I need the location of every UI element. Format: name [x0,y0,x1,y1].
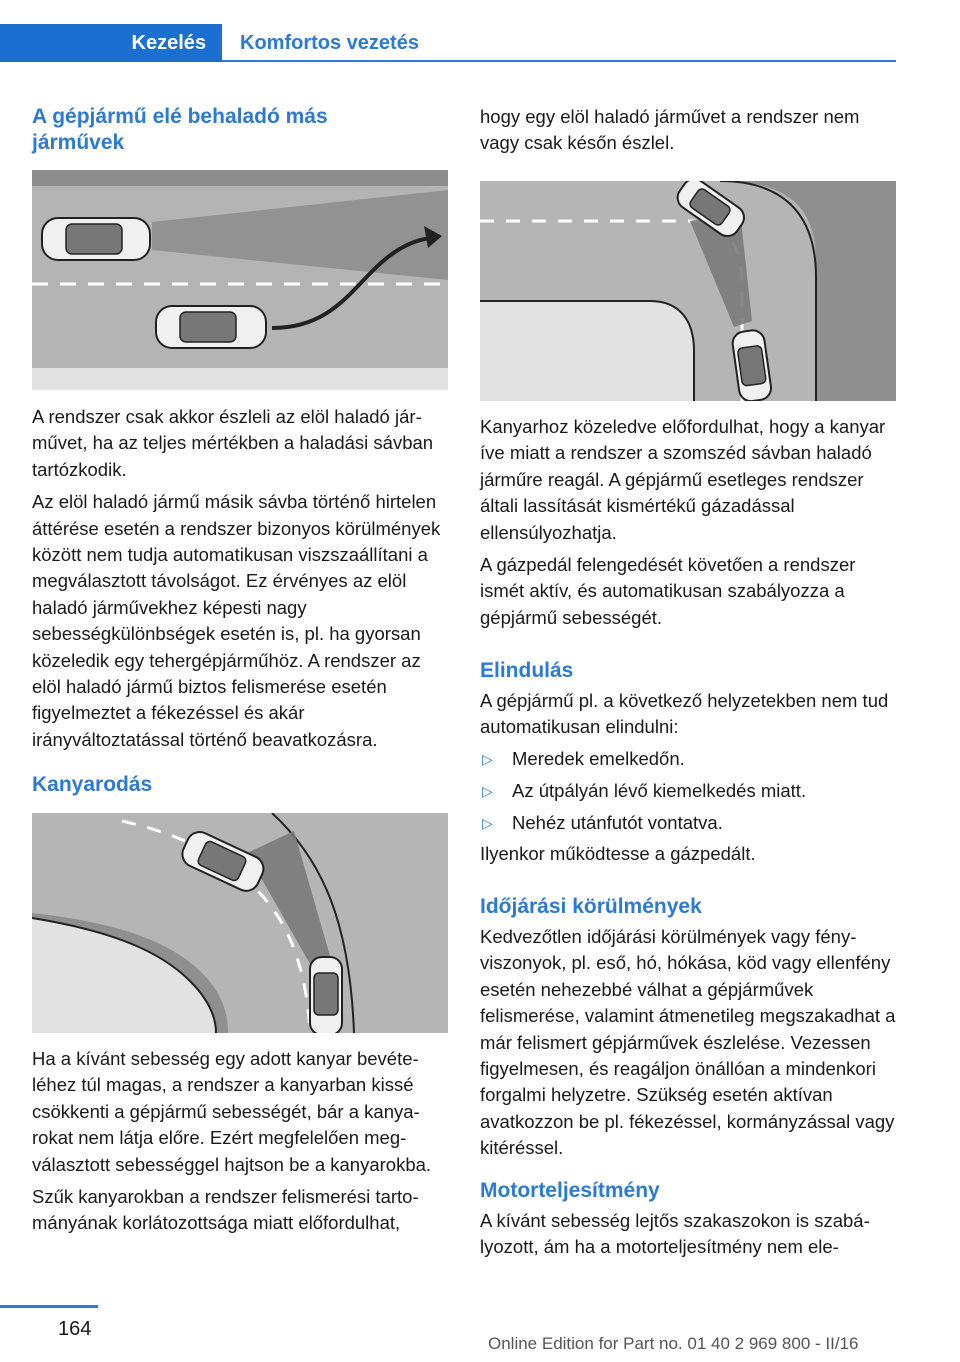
car-icon [42,218,150,260]
section-title: Komfortos vezetés [240,31,419,54]
paragraph: A gázpedál felengedését követően a rendszer ismét aktív, és automatikusan szabályozza a gépjármű sebességét. [480,554,856,628]
heading-cut-in-vehicles: A gépjármű elé behaladó más járművek [32,105,328,154]
paragraph: hogy egy elöl haladó járművet a rendszer nem vagy csak későn észlel. [480,106,860,154]
paragraph: A kívánt sebesség lejtős szakaszokon is szabályozott, ám ha a motorteljesítmény nem ele- [480,1210,870,1258]
figure-cornering [32,813,448,1033]
triangle-bullet-icon: ▷ [482,750,493,767]
chapter-tab: Kezelés [0,24,222,62]
figure-cut-in [32,170,448,390]
page-number-rule [0,1305,98,1308]
paragraph: Ha a kívánt sebesség egy adott kanyar bevételéhez túl magas, a rendszer a kanyarban kissé csökkenti a gépjármű sebességét, bár a kanyarokat nem látja előre. Ezért megfelelően megválasztott sebességgel hajtson be a kanyarokba. [32,1048,432,1175]
car-icon [310,957,342,1033]
edition-note: Online Edition for Part no. 01 40 2 969 800 - II/16 [488,1334,859,1353]
list-item: ▷ Meredek emelkedőn. [480,743,896,775]
triangle-bullet-icon: ▷ [482,782,493,799]
list-item: ▷ Az útpályán lévő kiemelkedés miatt. [480,775,896,807]
car-icon [156,306,266,348]
heading-cornering: Kanyarodás [32,773,153,796]
paragraph: Az elöl haladó jármű másik sávba történő hirtelen áttérése esetén a rendszer bizonyos körülmények között nem tudja automatikusan viszszaállítani a megválasztott távolságot. Ez érvényes az elöl haladó járművekhez képesti nagy sebességkülönbségek esetén is, pl. ha gyorsan közeledik egy tehergépjárműhöz. A rendszer az elöl haladó jármű biztos felismerése esetén figyelmeztet a fékezéssel és akár irányváltoztatással történő beavatkozásra. [32,491,441,750]
heading-engine-power: Motorteljesítmény [480,1179,660,1202]
page-number: 164 [58,1318,92,1340]
page-header [0,0,960,66]
paragraph: Kedvezőtlen időjárási körülmények vagy fényviszonyok, pl. eső, hó, hókása, köd vagy ellenfény esetén nehezebbé válhat a gépjárművek felismerése, valamint átmenetileg megszakadhat a már felismert gépjárművek észlelése. Vezessen figyelmesen, és reagáljon önállóan a mindenkori forgalmi helyzetre. Szükség esetén aktívan avatkozzon be pl. fékezéssel, kormányzással vagy kitéréssel. [480,926,896,1159]
heading-weather: Időjárási körülmények [480,895,702,918]
paragraph: Szűk kanyarokban a rendszer felismerési tartományának korlátozottsága miatt előfordulhat, [32,1186,419,1234]
triangle-bullet-icon: ▷ [482,814,493,831]
list-item: ▷ Nehéz utánfutót vontatva. [480,807,896,839]
heading-starting: Elindulás [480,659,574,682]
paragraph: A gépjármű pl. a következő helyzetekben nem tud automatikusan elindulni: [480,690,889,738]
bullet-list [480,743,896,839]
figure-adjacent-lane-curve [480,181,896,401]
paragraph: Kanyarhoz közeledve előfordulhat, hogy a kanyar íve miatt a rendszer a szomszéd sávban haladó járműre reagál. A gépjármű esetleges rendszer általi lassítását kismértékű gázadással ellensúlyozhatja. [480,416,886,543]
paragraph: A rendszer csak akkor észleli az elöl haladó járművet, ha az teljes mértékben a haladási sávban tartózkodik. [32,406,434,480]
header-divider [222,60,896,62]
paragraph: Ilyenkor működtesse a gázpedált. [480,842,756,864]
